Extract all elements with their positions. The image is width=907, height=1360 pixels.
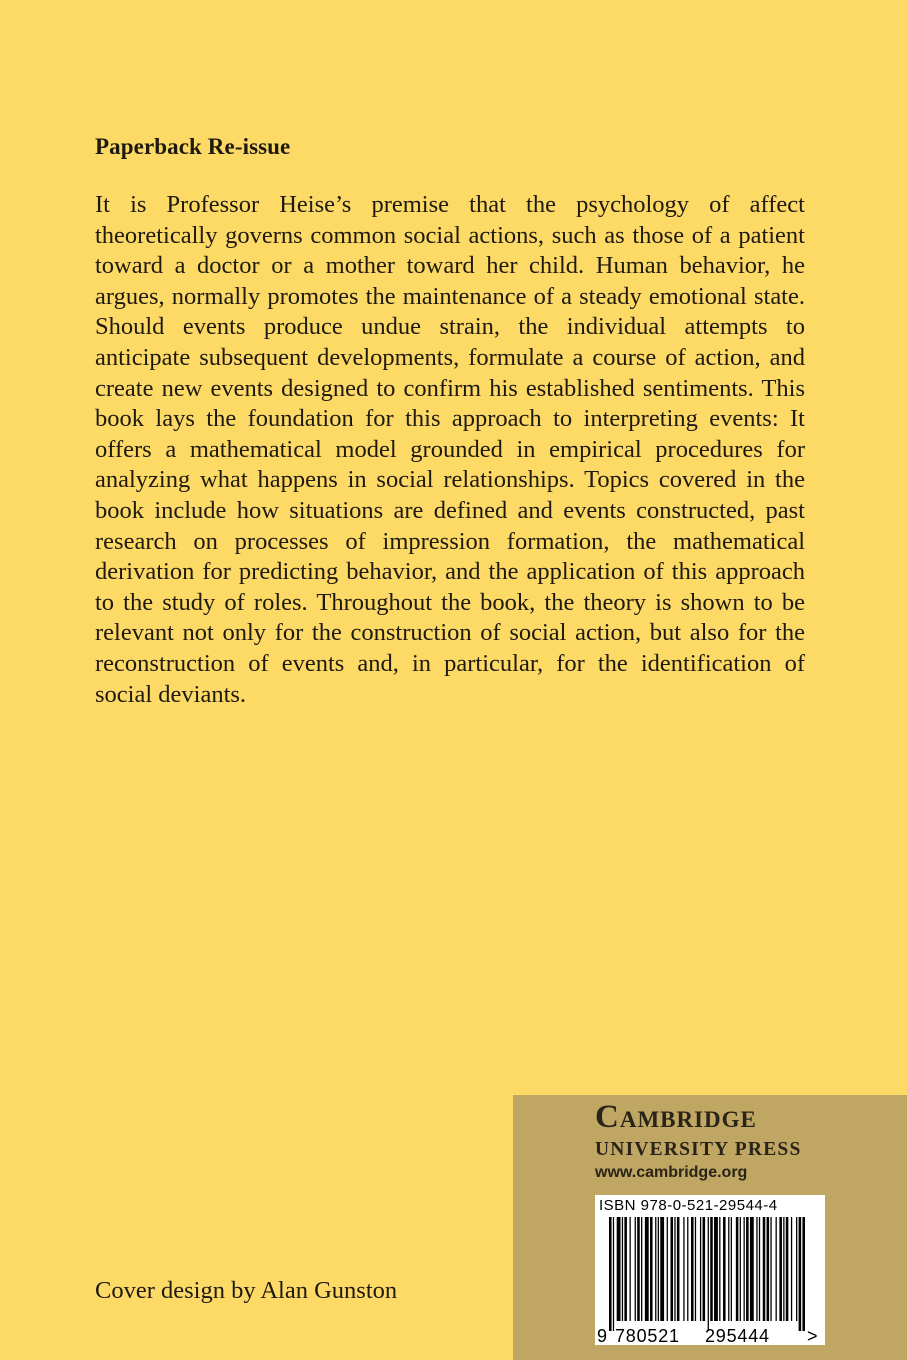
barcode-bar: [779, 1217, 782, 1321]
barcode-bar: [645, 1217, 649, 1321]
barcode-end-mark: >: [807, 1326, 818, 1346]
barcode-bar: [683, 1217, 684, 1321]
reissue-heading: Paperback Re-issue: [95, 134, 291, 159]
barcode-bar: [791, 1217, 792, 1321]
barcode-bar: [746, 1217, 749, 1321]
publisher-panel: [513, 1095, 907, 1360]
isbn-barcode: [595, 1195, 825, 1345]
barcode-bar: [617, 1217, 621, 1321]
barcode-bar: [695, 1217, 696, 1321]
barcode-bar: [770, 1217, 771, 1321]
barcode-bar: [708, 1217, 709, 1331]
barcode-bar: [655, 1217, 656, 1321]
barcode-bar: [799, 1217, 802, 1331]
barcode-bar: [719, 1217, 720, 1321]
barcode-bar: [670, 1217, 673, 1321]
barcode-bar: [637, 1217, 640, 1321]
barcode-bar: [674, 1217, 675, 1321]
barcode-bar: [728, 1217, 729, 1321]
barcode-bar: [700, 1217, 701, 1321]
barcode-bar: [691, 1217, 694, 1321]
barcode-bar: [744, 1217, 745, 1321]
barcode-bar: [703, 1217, 706, 1321]
barcode-bar: [613, 1217, 614, 1331]
cover-design-credit: Cover design by Alan Gunston: [95, 1277, 398, 1304]
barcode-bar: [796, 1217, 797, 1321]
barcode-bar: [786, 1217, 789, 1321]
barcode-bar: [624, 1217, 627, 1321]
barcode-bar: [731, 1217, 732, 1321]
barcode-group-2: 295444: [705, 1326, 770, 1346]
barcode-bar: [767, 1217, 770, 1321]
barcode-bar: [650, 1217, 653, 1321]
publisher-name: Cambridge: [595, 1099, 757, 1135]
publisher-press: UNIVERSITY PRESS: [595, 1139, 802, 1160]
barcode-bar: [677, 1217, 680, 1321]
barcode-lead-digit: 9: [597, 1326, 608, 1346]
barcode-bar: [776, 1217, 777, 1321]
barcode-bar: [667, 1217, 668, 1321]
barcode-bar: [609, 1217, 612, 1331]
barcode-bar: [736, 1217, 739, 1321]
barcode-bar: [723, 1217, 726, 1321]
barcode-bar: [622, 1217, 623, 1321]
barcode-bar: [763, 1217, 766, 1321]
barcode-bar: [687, 1217, 688, 1321]
barcode-bar: [629, 1217, 630, 1321]
publisher-url: www.cambridge.org: [595, 1164, 748, 1181]
barcode-bar: [750, 1217, 754, 1321]
barcode-digits: [595, 1326, 825, 1346]
barcode-bar: [802, 1217, 805, 1331]
barcode-bar: [641, 1217, 642, 1321]
book-description: It is Professor Heise’s premise that the psychology of affect theoretically governs common social actions, such as those of a patient toward a doctor or a mother toward her child. Human behavior, he argues, normally promotes the maintenance of a steady emotional state. Should events produce undue strain, the individual attempts to anticipate subsequent developments, formulate a course of action, and create new events designed to confirm his established sentiments. This book lays the foundation for this approach to interpreting events: It offers a mathematical model grounded in empirical procedures for analyzing what happens in social relationships. Topics covered in the book include how situations are defined and events constructed, past research on processes of impression formation, the mathematical derivation for predicting behavior, and the application of this approach to the study of roles. Throughout the book, the theory is shown to be relevant not only for the construction of social action, but also for the reconstruction of events and, in particular, for the identification of social deviants.: [95, 191, 805, 708]
barcode-bar: [710, 1217, 713, 1321]
barcode-bar: [660, 1217, 664, 1321]
barcode-bar: [783, 1217, 784, 1321]
barcode-bar: [658, 1217, 659, 1321]
isbn-label: ISBN 978-0-521-29544-4: [599, 1197, 778, 1214]
barcode-bar: [635, 1217, 636, 1321]
barcode-bar: [759, 1217, 760, 1321]
barcode-bar: [714, 1217, 718, 1321]
barcode-bars: [609, 1217, 805, 1331]
barcode-bar: [740, 1217, 741, 1321]
barcode-group-1: 780521: [615, 1326, 680, 1346]
barcode-bar: [756, 1217, 757, 1321]
